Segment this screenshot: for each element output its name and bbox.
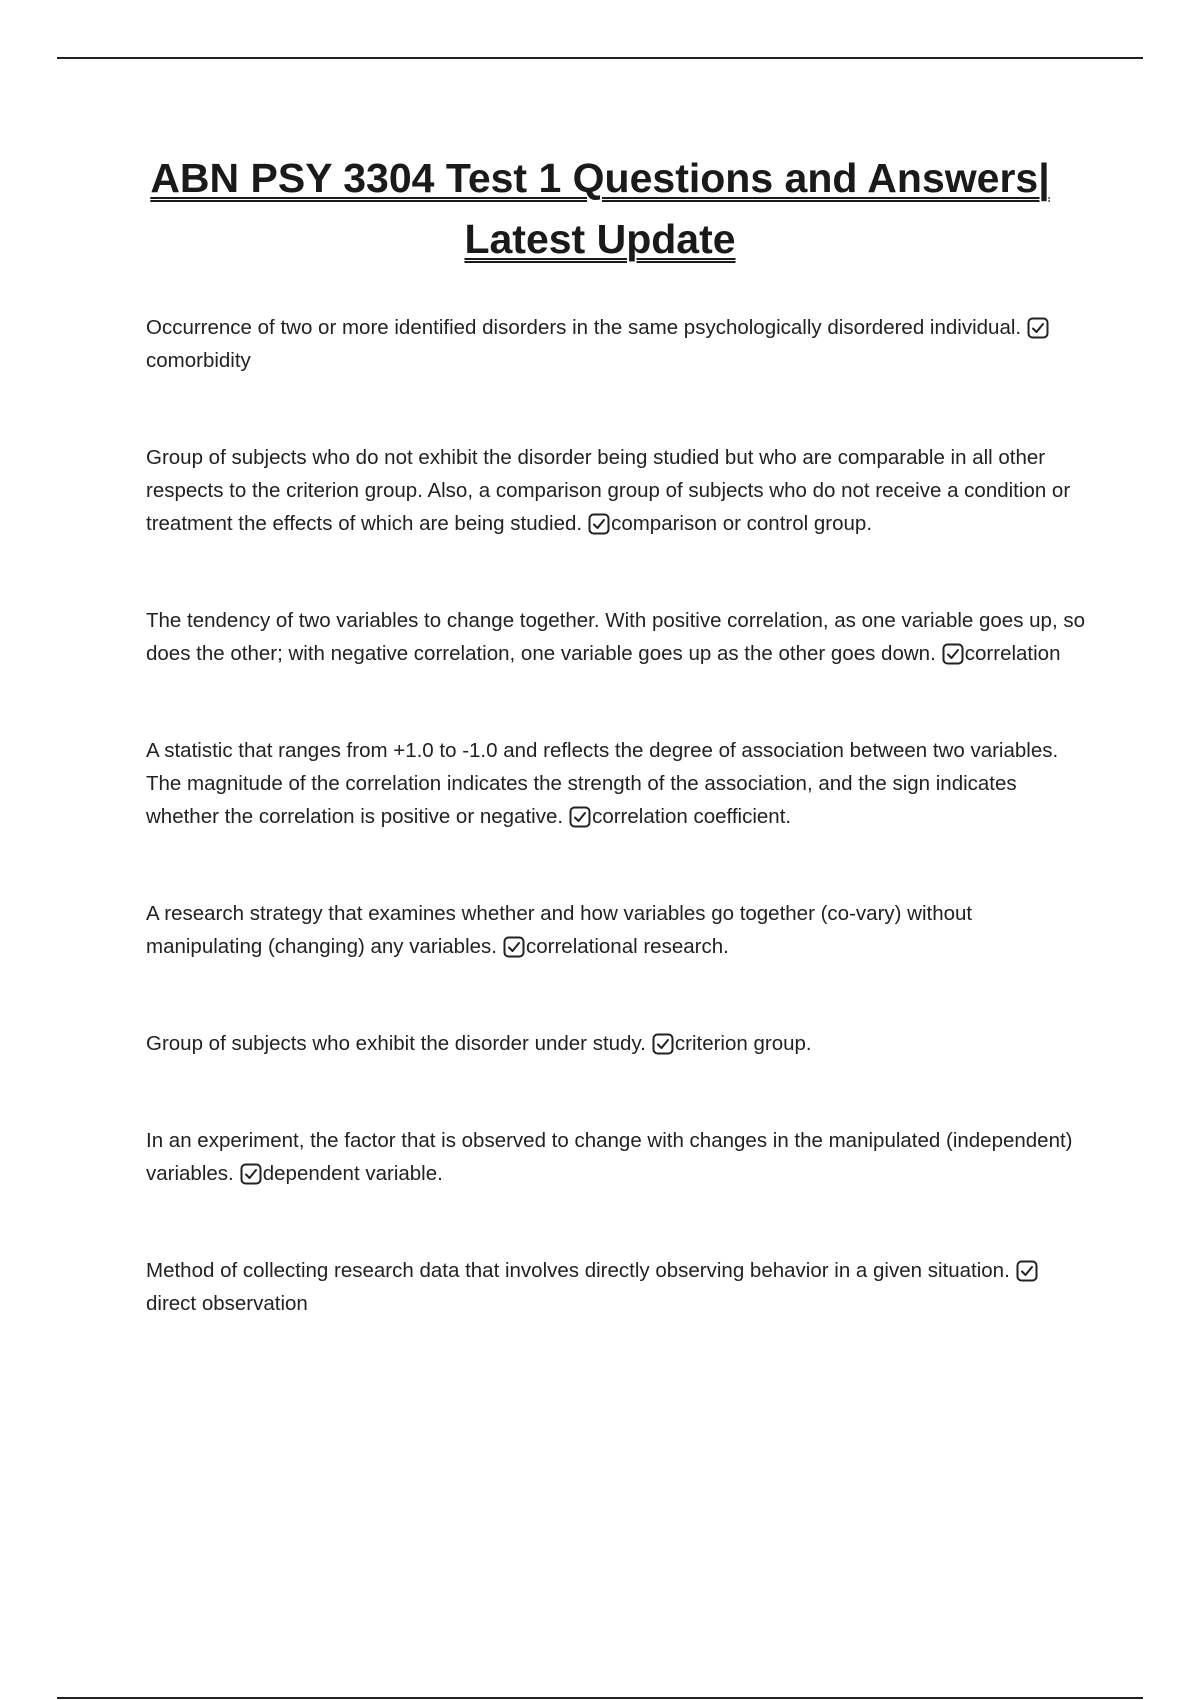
qa-item-3 [146, 604, 1086, 670]
answer-text: criterion group. [674, 1032, 812, 1055]
qa-list [146, 311, 1086, 1320]
answer-text: correlational research. [525, 935, 729, 958]
footer-rule [57, 1697, 1143, 1699]
answer-text: comparison or control group. [611, 512, 873, 535]
checkbox-check-icon [588, 513, 610, 535]
question-text: In an experiment, the factor that is observed to change with changes in the manipulated (independent) variables. [146, 1129, 1073, 1185]
checkbox-check-icon [652, 1033, 674, 1055]
checkbox-check-icon [240, 1163, 262, 1185]
qa-item-4 [146, 734, 1086, 833]
qa-item-6 [146, 1027, 1086, 1060]
qa-item-7 [146, 1124, 1086, 1190]
checkbox-check-icon [1027, 317, 1049, 339]
header-rule [57, 57, 1143, 59]
question-text: Group of subjects who exhibit the disorder under study. [146, 1032, 646, 1055]
question-text: Group of subjects who do not exhibit the disorder being studied but who are comparable in all other respects to the criterion group. Also, a comparison group of subjects who do not receive a condition or treatment the effects of which are being studied. [146, 446, 1071, 535]
checkbox-check-icon [503, 936, 525, 958]
checkbox-check-icon [1016, 1260, 1038, 1282]
question-text: Occurrence of two or more identified disorders in the same psychologically disordered individual. [146, 316, 1022, 339]
answer-text: dependent variable. [262, 1162, 443, 1185]
question-text: A statistic that ranges from +1.0 to -1.0 and reflects the degree of association between two variables. The magnitude of the correlation indicates the strength of the association, and the sign indicates whether the correlation is positive or negative. [146, 739, 1059, 828]
question-text: A research strategy that examines whether and how variables go together (co-vary) without manipulating (changing) any variables. [146, 902, 973, 958]
answer-text: correlation [964, 642, 1061, 665]
document-title [100, 148, 1100, 270]
checkbox-check-icon [569, 806, 591, 828]
question-text: Method of collecting research data that involves directly observing behavior in a given situation. [146, 1259, 1010, 1282]
question-text: The tendency of two variables to change together. With positive correlation, as one variable goes up, so does the other; with negative correlation, one variable goes up as the other goes down. [146, 609, 1085, 665]
qa-item-8 [146, 1254, 1086, 1320]
qa-item-5 [146, 897, 1086, 963]
document-title-text: ABN PSY 3304 Test 1 Questions and Answers| Latest Update [150, 155, 1050, 262]
answer-text: comorbidity [146, 349, 251, 372]
qa-item-1 [146, 311, 1086, 377]
answer-text: direct observation [146, 1292, 308, 1315]
qa-item-2 [146, 441, 1086, 540]
answer-text: correlation coefficient. [592, 805, 792, 828]
checkbox-check-icon [942, 643, 964, 665]
